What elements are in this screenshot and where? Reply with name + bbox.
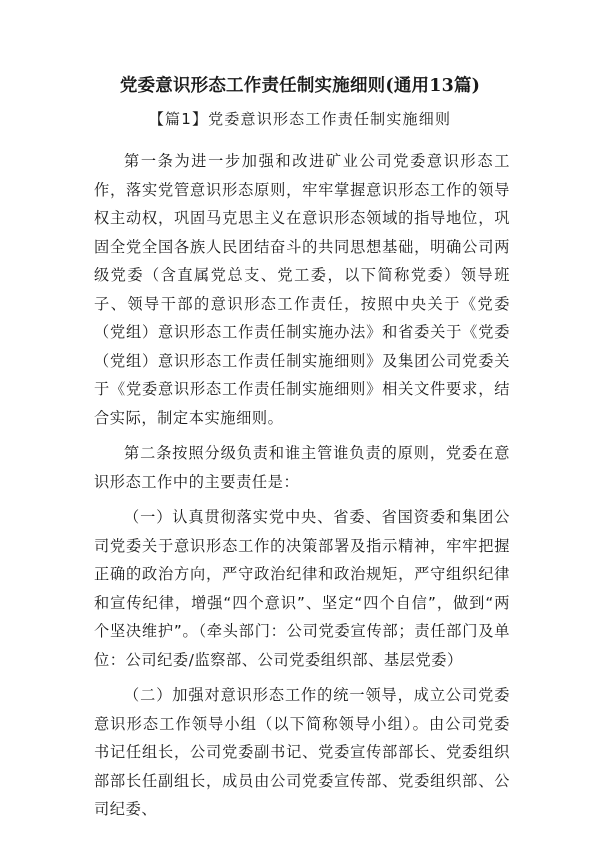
document-body bbox=[94, 147, 510, 831]
document-title: 党委意识形态工作责任制实施细则(通用13篇) bbox=[119, 76, 481, 96]
paragraph-item-1: （一）认真贯彻落实党中央、省委、省国资委和集团公司党委关于意识形态工作的决策部署及指示精神，牢牢把握正确的政治方向，严守政治纪律和政治规矩，严守组织纪律和宣传纪律，增强“四个意识”、坚定“四个自信”，做到“两个坚决维护”。（牵头部门：公司党委宣传部；责任部门及单位：公司纪委/监察部、公司党委组织部、基层党委） bbox=[94, 508, 510, 669]
paragraph-article-2: 第二条按照分级负责和谁主管谁负责的原则，党委在意识形态工作中的主要责任是： bbox=[94, 444, 510, 491]
section-heading: 【篇1】党委意识形态工作责任制实施细则 bbox=[148, 110, 452, 128]
paragraph-item-2: （二）加强对意识形态工作的统一领导，成立公司党委意识形态工作领导小组（以下简称领导小组）。由公司党委书记任组长，公司党委副书记、党委宣传部部长、党委组织部部长任副组长，成员由公司党委宣传部、党委组织部、公司纪委、 bbox=[94, 686, 510, 818]
paragraph-article-1: 第一条为进一步加强和改进矿业公司党委意识形态工作，落实党管意识形态原则，牢牢掌握意识形态工作的领导权主动权，巩固马克思主义在意识形态领域的指导地位，巩固全党全国各族人民团结奋斗的共同思想基础，明确公司两级党委（含直属党总支、党工委，以下简称党委）领导班子、领导干部的意识形态工作责任，按照中央关于《党委（党组）意识形态工作责任制实施办法》和省委关于《党委（党组）意识形态工作责任制实施细则》及集团公司党委关于《党委意识形态工作责任制实施细则》相关文件要求，结合实际，制定本实施细则。 bbox=[94, 152, 510, 427]
